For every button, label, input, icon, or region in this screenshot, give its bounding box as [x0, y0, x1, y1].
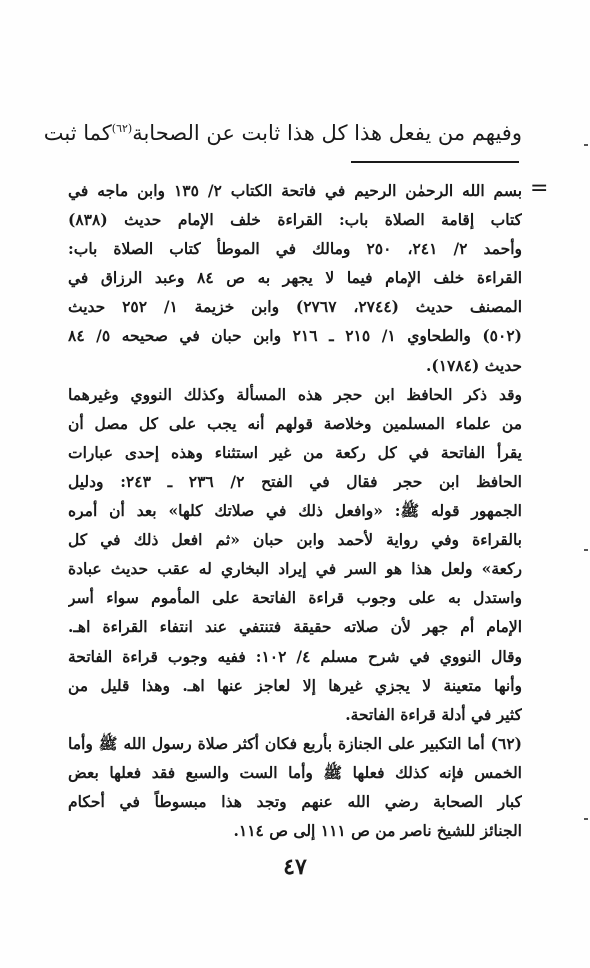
footnote-line: من علماء المسلمين وخلاصة قولهم أنه يجب على كل مصل أن	[68, 413, 522, 433]
footnote-line: كثير في أدلة قراءة الفاتحة.	[345, 704, 522, 724]
main-text-after-note: كما ثبت	[43, 121, 112, 145]
edge-mark	[584, 818, 588, 820]
footnotes-block	[68, 176, 522, 845]
main-text-before-note: وفيهم من يفعل هذا كل هذا ثابت عن الصحابة	[132, 121, 522, 145]
footnote-line: وأنها متعينة لا يجزي غيرها إلا لعاجز عنها اهـ. وهذا قليل من	[68, 675, 522, 695]
main-text-line	[43, 112, 522, 150]
page-number: ٤٧	[283, 854, 307, 880]
footnote-line: المصنف حديث (٢٧٤٤، ٢٧٦٧) وابن خزيمة ١/ ٢٥٢ حديث	[68, 297, 522, 317]
footnote-line: وأحمد ٢/ ٢٤١، ٢٥٠ ومالك في الموطأ كتاب الصلاة باب:	[68, 239, 522, 259]
footnote-line: حديث (١٧٨٤).	[425, 355, 522, 375]
footnote-line: بالقراءة وفي رواية لأحمد وابن حبان «ثم افعل ذلك في كل	[68, 530, 522, 550]
footnote-line: القراءة خلف الإمام فيما لا يجهر به ص ٨٤ وعبد الرزاق في	[68, 268, 522, 288]
footnote-separator	[351, 161, 519, 163]
footnote-line: ركعة» ولعل هذا هو السر في إيراد البخاري له عقب حديث عبادة	[68, 559, 522, 579]
footnote-line: كتاب إقامة الصلاة باب: القراءة خلف الإمام حديث (٨٣٨)	[68, 210, 522, 230]
note-reference: (٦٢)	[111, 122, 133, 135]
footnote-line: الحافظ ابن حجر فقال في الفتح ٢/ ٢٣٦ ـ ٢٤٣: ودليل	[68, 471, 522, 491]
footnote-62-line: الخمس فإنه كذلك فعلها ﷺ وأما الست والسبع فقد فعلها بعض	[68, 762, 522, 782]
continuation-mark: =	[530, 176, 549, 201]
footnote-line: وقد ذكر الحافظ ابن حجر هذه المسألة وكذلك النووي وغيرهما	[68, 384, 522, 404]
footnote-62-line: الجنائز للشيخ ناصر من ص ١١١ إلى ص ١١٤.	[233, 821, 522, 841]
footnote-line: بسم الله الرحمٰن الرحيم في فاتحة الكتاب ٢/ ١٣٥ وابن ماجه في	[68, 181, 522, 200]
footnote-62-line: كبار الصحابة رضي الله عنهم وتجد هذا مبسوطاً في أحكام	[68, 791, 522, 811]
footnote-line: الجمهور قوله ﷺ: «وافعل ذلك في صلاتك كلها» بعد أن أمره	[68, 501, 522, 521]
footnote-line: الإمام أم جهر لأن صلاته حقيقة فتنتفي عند انتفاء القراءة اهـ.	[68, 617, 522, 637]
edge-mark	[584, 144, 588, 146]
footnote-line: يقرأ الفاتحة في كل ركعة من غير استثناء وهذه إحدى عبارات	[68, 442, 522, 462]
footnote-62-line: (٦٢) أما التكبير على الجنازة بأربع فكان أكثر صلاة رسول الله ﷺ وأما	[68, 733, 522, 753]
footnote-line: وقال النووي في شرح مسلم ٤/ ١٠٢: ففيه وجوب قراءة الفاتحة	[68, 646, 522, 666]
footnote-line: واستدل به على وجوب قراءة الفاتحة على المأموم سواء أسر	[68, 588, 522, 608]
edge-mark	[584, 549, 588, 551]
footnote-line: (٥٠٢) والطحاوي ١/ ٢١٥ ـ ٢١٦ وابن حبان في صحيحه ٥/ ٨٤	[68, 326, 522, 346]
